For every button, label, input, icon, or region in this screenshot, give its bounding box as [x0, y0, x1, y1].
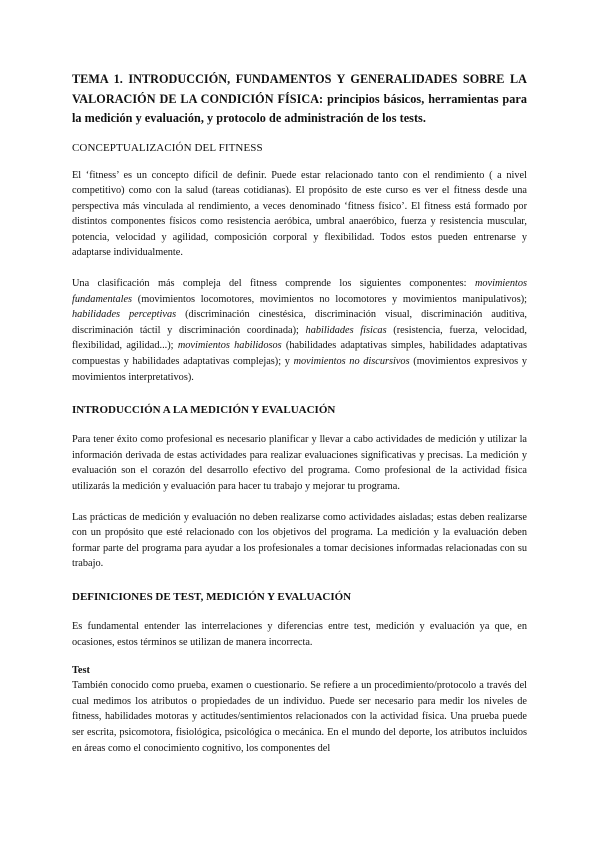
paragraph-test-definition: También conocido como prueba, examen o cuestionario. Se refiere a un procedimiento/protocolo a través del cual medimos los atributos o propiedades de un individuo. Puede ser necesario para medir los niveles de fitness, habilidades motoras y actitudes/sentimientos relacionados con la actividad física. Una prueba puede ser escrita, psicomotora, fisiológica, psicológica o mecánica. En el mundo del deporte, los atributos incluidos en áreas como el conocimiento cognitivo, los componentes del [72, 680, 527, 754]
paragraph-fitness-classification [72, 276, 527, 385]
italic-term: movimientos no discursivos [293, 356, 410, 368]
text-run: (habilidades adaptativas simples, habilidades adaptativas compuestas y habilidades adaptativas complejas); y [72, 340, 527, 368]
italic-term: habilidades perceptivas [72, 309, 177, 321]
document-content [72, 70, 527, 756]
italic-term: movimientos fundamentales [72, 278, 527, 305]
text-run: Una clasificación más compleja del fitness comprende los siguientes componentes: [72, 278, 475, 290]
section-heading-definitions: DEFINICIONES DE TEST, MEDICIÓN Y EVALUACIÓN [72, 590, 352, 603]
document-title: TEMA 1. INTRODUCCIÓN, FUNDAMENTOS Y GENERALIDADES SOBRE LA VALORACIÓN DE LA CONDICIÓN FÍSICA: principios básicos, herramientas para la medición y evaluación, y protocolo de administración de los tests. [72, 72, 527, 125]
text-run: (movimientos locomotores, movimientos no locomotores y movimientos manipulativos); [132, 293, 527, 305]
paragraph-fitness-definition: El ‘fitness’ es un concepto difícil de definir. Puede estar relacionado tanto con el rendimiento ( a nivel competitivo) como con la salud (tareas cotidianas). El propósito de este curso es ver el fitness desde una perspectiva más vinculada al rendimiento, a veces denominado ‘fitness físico’. El fitness está formado por distintos componentes físicos como resistencia aeróbica, umbral anaeróbico, fuerza y resistencia muscular, potencia, velocidad y agilidad, composición corporal y flexibilidad. Todos estos pueden entrenarse y adaptarse individualmente. [72, 169, 527, 259]
text-run: (movimientos expresivos y movimientos interpretativos). [72, 356, 527, 383]
italic-term: habilidades físicas [305, 324, 387, 336]
paragraph-definitions-intro: Es fundamental entender las interrelaciones y diferencias entre test, medición y evaluación ya que, en ocasiones, estos términos se utilizan de manera incorrecta. [72, 620, 527, 648]
section-heading-fitness: CONCEPTUALIZACIÓN DEL FITNESS [72, 141, 263, 154]
subheading-test: Test [72, 665, 90, 677]
text-run: (discriminación cinestésica, discriminación visual, discriminación auditiva, discriminación táctil y discriminación coordinada); [72, 309, 527, 336]
text-run: (resistencia, fuerza, velocidad, flexibilidad, agilidad...); [72, 324, 527, 352]
section-heading-measurement: INTRODUCCIÓN A LA MEDICIÓN Y EVALUACIÓN [72, 404, 336, 417]
paragraph-measurement-practice: Las prácticas de medición y evaluación no deben realizarse como actividades aisladas; estas deben realizarse con un propósito que esté relacionado con los objetivos del programa. La medición y la evaluación deben formar parte del programa para ayudar a los profesionales a tomar decisiones informadas relacionadas con su trabajo. [72, 511, 527, 570]
paragraph-measurement-intro: Para tener éxito como profesional es necesario planificar y llevar a cabo actividades de medición y utilizar la información derivada de estas actividades para realizar evaluaciones significativas y precisas. La medición y evaluación son el corazón del desarrollo efectivo del programa. Como profesional de la actividad física utilizarás la medición y evaluación para hacer tu trabajo y mejorar tu programa. [72, 434, 527, 492]
italic-term: movimientos habilidosos [177, 340, 282, 352]
